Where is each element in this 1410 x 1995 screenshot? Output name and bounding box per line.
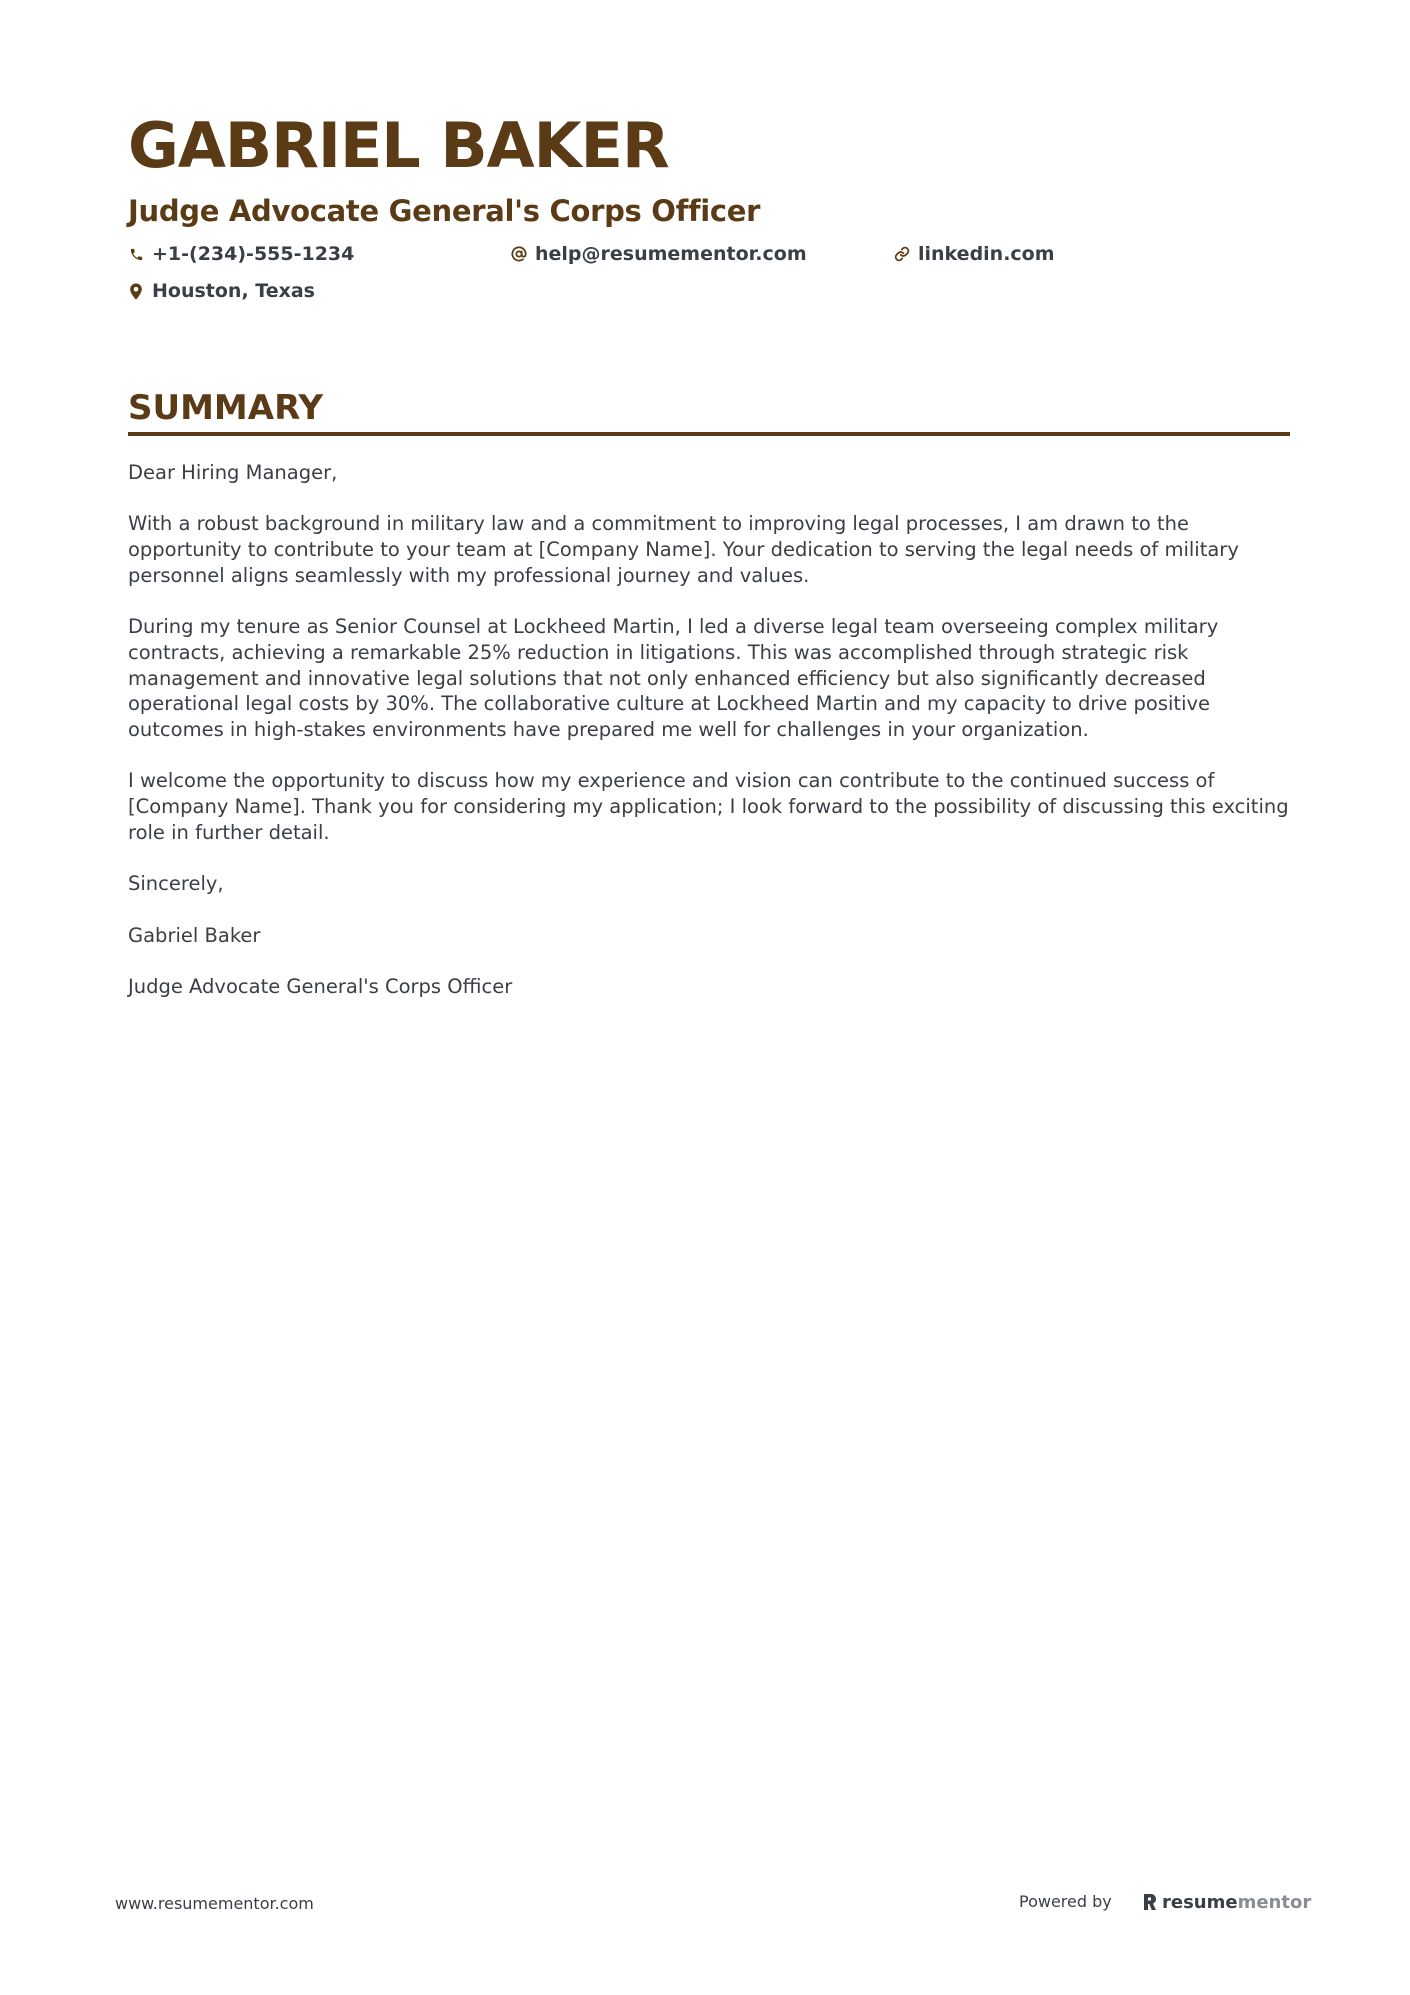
summary-heading: SUMMARY [128,388,324,428]
letter-paragraph: I welcome the opportunity to discuss how my experience and vision can contribute to the continued success of [Company Name]. Thank you for considering my application; I look forward to the possibility of discussing this exciting role in further detail. [128,769,1289,844]
phone-icon [128,245,144,263]
contact-location [128,277,315,305]
footer-website-link[interactable]: www.resumementor.com [115,1894,314,1913]
letter-signature-title: Judge Advocate General's Corps Officer [128,974,513,998]
letter-signature-name: Gabriel Baker [128,923,261,947]
job-title: Judge Advocate General's Corps Officer [128,194,761,228]
letter-paragraph: With a robust background in military law and a commitment to improving legal processes, I am drawn to the opportunity to contribute to your team at [Company Name]. Your dedication to serving the legal needs of military personnel aligns seamlessly with my professional journey and values. [128,512,1239,587]
letter-body [128,460,1290,1025]
section-divider [128,432,1290,436]
candidate-name: GABRIEL BAKER [128,109,669,182]
contact-phone [128,240,354,268]
phone-text[interactable]: +1-(234)-555-1234 [152,243,355,265]
location-text: Houston, Texas [152,280,315,302]
resumementor-logo[interactable] [1142,1889,1311,1915]
letter-closing: Sincerely, [128,872,224,896]
logo-text-mentor: mentor [1237,1891,1312,1913]
map-pin-icon [128,282,144,300]
logo-text-resume: resume [1162,1891,1238,1913]
contact-link [894,240,1055,268]
letter-paragraph: During my tenure as Senior Counsel at Lockheed Martin, I led a diverse legal team overseeing complex military contracts, achieving a remarkable 25% reduction in litigations. This was accomplished through strategic risk management and innovative legal solutions that not only enhanced efficiency but also significantly decreased operational legal costs by 30%. The collaborative culture at Lockheed Martin and my capacity to drive positive outcomes in high-stakes environments have prepared me well for challenges in your organization. [128,615,1219,741]
link-text[interactable]: linkedin.com [918,243,1055,265]
at-sign-icon [511,245,527,263]
link-icon [894,245,910,263]
email-text[interactable]: help@resumementor.com [535,243,807,265]
letter-salutation: Dear Hiring Manager, [128,461,338,484]
resumementor-logo-icon [1142,1892,1158,1912]
contact-email [511,240,807,268]
footer-powered-by: Powered by [1019,1892,1112,1911]
